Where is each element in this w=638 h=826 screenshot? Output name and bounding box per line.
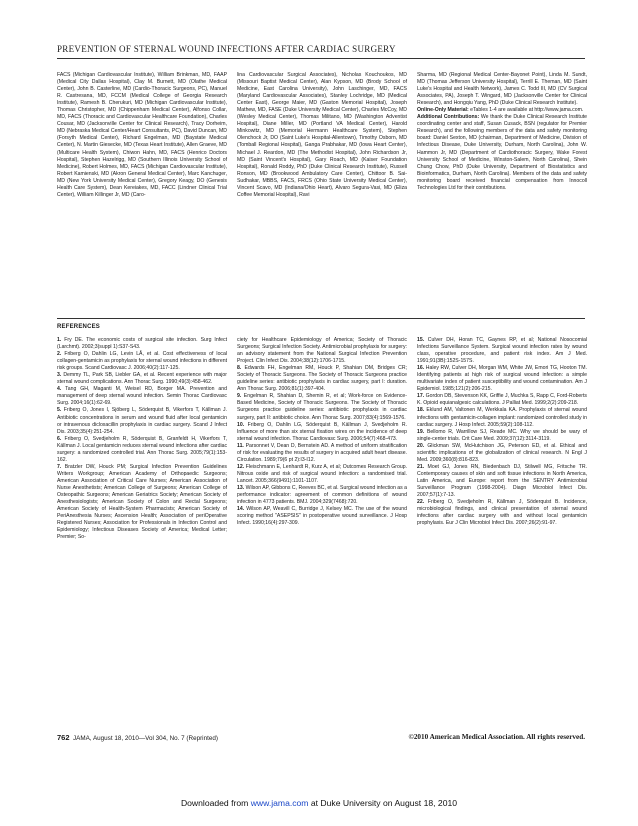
reference-number: 22. — [417, 499, 425, 506]
reference-item — [57, 386, 227, 407]
reference-text: Friberg O, Svedjeholm R, Källman J, Söderquist B. Incidence, microbiological findings, and clinical presentation of sternal wound infections after cardiac surgery with and without local gentamicin prophylaxis. Eur J Clin Microbiol Infect Dis. 2007;26(2):91-97. — [417, 499, 587, 527]
reference-item — [57, 351, 227, 372]
reference-text: Friberg O, Jones I, Sjöberg L, Söderquist B, Vikerfors T, Källman J. Antibiotic concentrations in serum and wound fluid after local gentamicin or intravenous dicloxacillin prophylaxis in cardiac surgery. Scand J Infect Dis. 2003;35(4):251-254. — [57, 407, 227, 435]
online-material-note: Online-Only Material: eTables 1-4 are available at http://www.jama.com. — [417, 107, 584, 114]
reference-text: Parsonnet V, Dean D, Bernstein AD. A method of uniform stratification of risk for evaluating the results of surgery in acquired adult heart disease. Circulation. 1989;79(6 pt 2):I3-I12. — [237, 442, 407, 463]
reference-text: Haley RW, Culver DH, Morgan WM, White JW, Emori TG, Hooton TM. Identifying patients at high risk of surgical wound infection: a simple multivariate index of patient susceptibility and wound contamination. Am J Epidemiol. 1985;121(2):206-215. — [417, 365, 587, 393]
reference-item — [237, 485, 407, 506]
reference-text: Fleischmann E, Lenhardt R, Kurz A, et al; Outcomes Research Group. Nitrous oxide and risk of surgical wound infection: a randomised trial. Lancet. 2005;366(9491):1101-1107. — [237, 463, 408, 484]
download-notice: Downloaded from www.jama.com at Duke University on August 18, 2010 — [180, 798, 458, 808]
reference-text: Edwards FH, Engelman RM, Houck P, Shahian DM, Bridges CR; Society of Thoracic Surgeons. The Society of Thoracic Surgeons practice guideline series: antibiotic prophylaxis in cardiac surgery, part I: duration. Ann Thorac Surg. 2006;81(1):397-404. — [237, 365, 407, 393]
running-title: PREVENTION OF STERNAL WOUND INFECTIONS AFTER CARDIAC SURGERY — [57, 44, 396, 54]
jama-link[interactable]: www.jama.com — [250, 798, 309, 808]
reference-number: 5. — [57, 407, 62, 414]
reference-item — [417, 337, 587, 365]
reference-number: 11. — [237, 442, 244, 449]
reference-number: 18. — [417, 407, 425, 414]
reference-item — [237, 393, 407, 421]
reference-item — [57, 407, 227, 435]
reference-number: 6. — [57, 435, 62, 442]
reference-number: 12. — [237, 463, 245, 470]
reference-item — [237, 464, 407, 485]
reference-number: 15. — [417, 337, 425, 343]
reference-text: ciety for Healthcare Epidemiology of America; Society of Thoracic Surgeons; Surgical Infection Society. Antimicrobial prophylaxis for surgery: an advisory statement from the National Surgical Infection Prevention Project. Clin Infect Dis. 2004;38(12):1706-1715. — [237, 337, 407, 365]
reference-number: 4. — [57, 386, 62, 393]
reference-item — [237, 506, 407, 527]
reference-number: 1. — [57, 337, 62, 343]
reference-item — [417, 499, 587, 527]
reference-text: Glickman SW, McHutchison JG, Peterson ED, et al. Ethical and scientific implications of the globalization of clinical research. N Engl J Med. 2009;360(8):816-823. — [417, 442, 588, 463]
footer-left — [57, 733, 218, 742]
reference-text: Engelman R, Shahian D, Shemin R, et al; Work-force on Evidence-Based Medicine, Society of Thoracic Surgeons. The Society of Thoracic Surgeons practice guideline series: antibiotic prophylaxis in cardiac surgery, part II: antibiotic choice. Ann Thorac Surg. 2007;83(4):1569-1576. — [237, 393, 407, 421]
reference-text: Wilson AP, Weavill C, Burridge J, Kelsey MC. The use of the wound scoring method "ASEPSIS" in postoperative wound surveillance. J Hosp Infect. 1990;16(4):297-309. — [237, 506, 407, 527]
reference-text: Gordon DB, Stevenson KK, Griffie J, Muchka S, Rapp C, Ford-Roberts K. Opioid equianalgesic calculations. J Palliat Med. 1999;2(2):209-218. — [417, 393, 587, 407]
copyright: ©2010 American Medical Association. All rights reserved. — [408, 733, 585, 741]
reference-number: 8. — [237, 365, 242, 372]
contributors-column-1 — [57, 72, 227, 199]
reference-item — [57, 372, 227, 386]
reference-number: 9. — [237, 393, 242, 400]
contributors-text-2: lina Cardiovascular Surgical Associates), Nicholas Kouchoukos, MD (Missouri Baptist Medical Center), Alan Kypson, MD (Brody School of Medicine, East Carolina University), John Laschinger, MD, FACS (Maryland Cardiovascular Associates), Stanley Lochridge, MD (Medical Center East), George Maier, MD (Gaston Memorial Hospital), Joseph Mathew, MD, FASE (Duke University Medical Center), Charles McCoy, MD (Wesley Medical Center), Thomas Militano, MD (Washington Adventist Hospital), Diane Miller, MD (Portland VA Medical Center), Harold Minkowitz, MD (Memorial Hermann Healthcare System), Stephen Olenchock Jr, DO (Saint Luke's Hospital-Allentown), Timothy Osborn, MD (Tomball Regional Hospital), Ganga Prabhakar, MD (Iowa Heart Center), Michael J. Reardon, MD (The Methodist Hospital), John Richardson Jr, MD (Saint Vincent's Hospital), Gary Roach, MD (Kaiser Foundation Hospital), Ronald Roddy, PhD (Duke Clinical Research Institute), Russell Ronson, MD (Brookwood Ambulatory Care Center), Chittoor B. Sai-Sudhakar, MBBS, FACS, FRCS (Ohio State University Medical Center), Vincent Scavo, MD (Indiana/Ohio Heart), Alvaro Segura-Vasi, MD (Eliza Coffee Memorial Hospital), Ravi — [237, 72, 407, 198]
reference-text: Wilson AP, Gibbons C, Reeves BC, et al. Surgical wound infection as a performance indicator: agreement of common definitions of wound infection in 4773 patients. BMJ. 2004;329(7468):720. — [237, 484, 408, 506]
page-number: 762 — [57, 733, 70, 742]
reference-item — [417, 365, 587, 393]
reference-item — [237, 365, 407, 393]
reference-item — [417, 443, 587, 464]
reference-number: 13. — [237, 484, 245, 491]
reference-text: Culver DH, Horan TC, Gaynes RP, et al; National Nosocomial Infections Surveillance System. Surgical wound infection rates by wound class, operative procedure, and patient risk index. Am J Med. 1991;91(3B):152S-157S. — [417, 337, 587, 365]
reference-number: 7. — [57, 463, 62, 470]
reference-item — [417, 407, 587, 428]
reference-text: Bratzler DW, Houck PM; Surgical Infection Prevention Guidelines Writers Workgroup; American Academy of Orthopaedic Surgeons; American Association of Critical Care Nurses; American Association of Nurse Anesthetists; American College of Surgeons; American College of Osteopathic Surgeons; American Geriatrics Society; American Society of Anesthesiologists; American Society of Colon and Rectal Surgeons; American Society of Health-System Pharmacists; American Society of PeriAnesthesia Nurses; Ascension Health; Association of periOperative Registered Nurses; Association for Professionals in Infection Control and Epidemiology; Infectious Diseases Society of America; Medical Letter; Premier; So- — [57, 463, 227, 541]
reference-item — [417, 429, 587, 443]
reference-number: 14. — [237, 506, 245, 513]
references-column-2 — [237, 337, 407, 527]
reference-item — [57, 464, 227, 542]
references-rule — [57, 318, 585, 319]
reference-number: 21. — [417, 463, 425, 470]
reference-number: 2. — [57, 351, 62, 358]
reference-item — [57, 436, 227, 464]
reference-number: 10. — [237, 421, 245, 428]
reference-text: Eklund AM, Valtonen M, Werkkala KA. Prophylaxis of sternal wound infections with gentamicin-collagen implant: randomized controlled study in cardiac surgery. J Hosp Infect. 2005;59(2):108-112. — [417, 407, 588, 428]
reference-text: Demmy TL, Park SB, Liebler GA, et al. Recent experience with major sternal wound complications. Ann Thorac Surg. 1990;49(3):458-462. — [57, 372, 227, 386]
reference-text: Moet GJ, Jones RN, Biedenbach DJ, Stilwell MG, Fritsche TR. Contemporary causes of skin and soft tissue infections in North America, Latin America, and Europe: report from the SENTRY Antimicrobial Surveillance Program (1998-2004). Diagn Microbiol Infect Dis. 2007;57(1):7-13. — [417, 463, 588, 499]
contributors-column-3 — [417, 72, 587, 192]
contributors-column-2 — [237, 72, 407, 199]
reference-item — [417, 464, 587, 499]
contributors-text-3: Sharma, MD (Regional Medical Center-Bayonet Point), Linda M. Sundt, MD (Thomas Jefferson University Hospital), Terrill E. Theman, MD (Saint Luke's Hospital and Health Network), James C. Todd III, MD (CV Surgical Associates, PA), Joseph T. Wingard, MD (Jacksonville Center for Clinical Research), and Hongqiu Yang, PhD (Duke Clinical Research Institute). — [417, 72, 587, 107]
reference-text: Friberg O, Dahlin LG, Söderquist B, Källman J, Svedjeholm R. Influence of more than six sternal fixation wires on the incidence of deep sternal wound infection. Thorac Cardiovasc Surg. 2006;54(7):468-473. — [237, 421, 407, 442]
reference-number: 20. — [417, 442, 425, 449]
reference-item — [237, 443, 407, 464]
contributors-text-1: FACS (Michigan Cardiovascular Institute), William Brinkman, MD, FAAP (Medical City Dallas Hospital), Clay M. Burnett, MD (Olathe Medical Center), John B. Casterline, MD (Cardio-Thoracic Surgeons, PC), Manuel R. Castresana, MD, FCCM (Medical College of Georgia Research Institute), Ramesh B. Cherukuri, MD (Michigan Cardiovascular Institute), Thomas Christopher, MD (Chippenham Medical Center), Alfonso Collar, MD, FACS (Thoracic and Cardiovascular Healthcare Foundation), Charles Cousar, MD (Jacksonville Center for Clinical Research), Tracy Dorheim, MD (Nebraska Medical Center/Heart Consultants, PC), David Duncan, MD (Forsyth Medical Center), Richard Engelman, MD (Baystate Medical Center), N. Martin Giesecke, MD (Texas Heart Institute), Allen Graeve, MD (Multicare Health System), Chiwon Hahn, MD, FACS (Henrico Doctors Hospital), Stephen Hazelrigg, MD (Southern Illinois University School of Medicine), Robert Holmes, MD, FACS (Michigan Cardiovascular Institute), Robert Kamienski, MD (Akron General Medical Center), Marc Kanchuger, MD (New York University Medical Center), Gregory Keagy, DO (Genesis Health Care System), Dean Kereiakes, MD, FACC (Lindner Clinical Trial Center), William Killinger Jr, MD (Caro- — [57, 72, 227, 198]
reference-number: 17. — [417, 393, 425, 400]
reference-text: Friberg O, Dahlin LG, Levin LÅ, et al. Cost effectiveness of local collagen-gentamicin as prophylaxis for sternal wound infections in different risk groups. Scand Cardiovasc J. 2006;40(2):117-125. — [57, 351, 227, 372]
reference-text: Friberg O, Svedjeholm R, Söderquist B, Granfeldt H, Vikerfors T, Källman J. Local gentamicin reduces sternal wound infections after cardiac surgery: a randomized controlled trial. Ann Thorac Surg. 2005;79(1):153-162. — [57, 435, 228, 463]
references-heading: REFERENCES — [57, 324, 101, 330]
reference-text: Bellomo R, Warrillow SJ, Reade MC. Why we should be wary of single-center trials. Crit Care Med. 2009;37(12):3114-3119. — [417, 428, 587, 442]
reference-number: 3. — [57, 372, 62, 379]
journal-info: JAMA, August 18, 2010—Vol 304, No. 7 (Reprinted) — [73, 735, 218, 742]
references-column-3 — [417, 337, 587, 527]
reference-number: 19. — [417, 428, 425, 435]
reference-item — [237, 337, 407, 365]
reference-item — [237, 422, 407, 443]
references-column-1 — [57, 337, 227, 541]
reference-item — [417, 393, 587, 407]
additional-contributions: Additional Contributions: We thank the Duke Clinical Research Institute coordinating center and staff, Susan Cusack, BSN (regulator for Premier Research), and the following members of the data and safety monitoring board: Daniel Sexton, MD (chairman, Department of Medicine, Division of Infectious Disease, Duke University, Durham, North Carolina), John W. Hammon Jr, MD (Department of Cardiothoracic Surgery, Wake Forest University School of Medicine, Winston-Salem, North Carolina), Shein Chung Chow, PhD (Duke University, Department of Biostatistics and Bioinformatics, Durham, North Carolina). Members of the data and safety monitoring board received financial compensation from Innocoll Technologies Ltd for their contributions. — [417, 114, 587, 191]
reference-item — [57, 337, 227, 351]
reference-text: Fry DE. The economic costs of surgical site infection. Surg Infect (Larchmt). 2002;3(suppl 1):S37-S43. — [57, 337, 227, 351]
header-rule — [57, 58, 585, 59]
reference-text: Tang GH, Maganti M, Weisel RD, Borger MA. Prevention and management of deep sternal wound infection. Semin Thorac Cardiovasc Surg. 2004;16(1):62-69. — [57, 386, 227, 407]
reference-number: 16. — [417, 365, 425, 372]
